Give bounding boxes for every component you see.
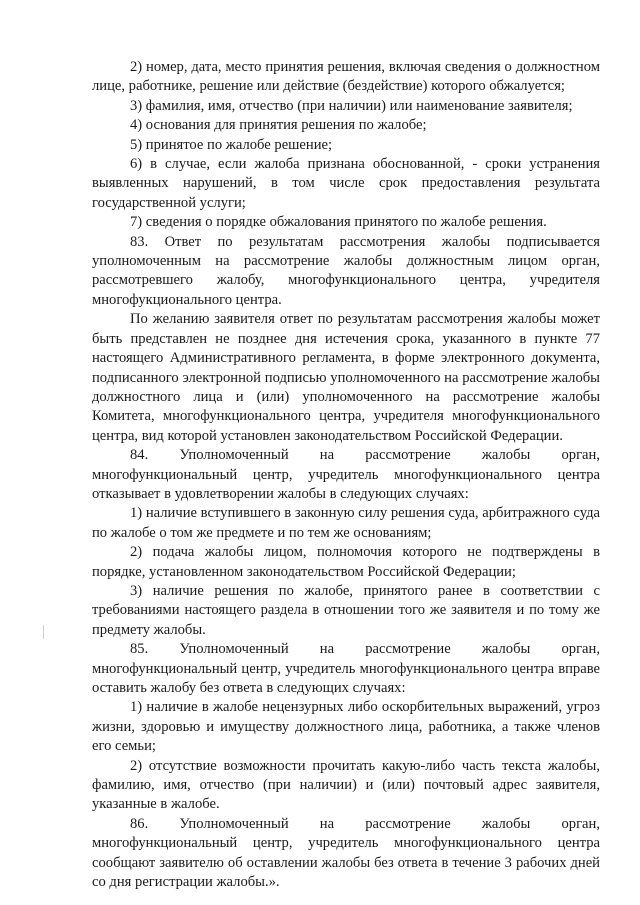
paragraph-section-84: 84. Уполномоченный на рассмотрение жалобы орган, многофункциональный центр, учредитель многофункционального центра отказывает в удовлетворении жалобы в следующих случаях: bbox=[92, 447, 600, 502]
paragraph-section-86: 86. Уполномоченный на рассмотрение жалобы орган, многофункциональный центр, учредитель многофункционального центра сообщают заявителю об оставлении жалобы без ответа в течение 3 рабочих дней со дня регистрации жалобы.». bbox=[92, 815, 600, 891]
paragraph-no-answer-2: 2) отсутствие возможности прочитать какую-либо часть текста жалобы, фамилию, имя, отчество (при наличии) и (или) почтовый адрес заявителя, указанные в жалобе. bbox=[92, 757, 600, 813]
paragraph-refusal-3: 3) наличие решения по жалобе, принятого ранее в соответствии с требованиями настоящего раздела в отношении того же заявителя и по тому же предмету жалобы. bbox=[92, 582, 600, 638]
paragraph-item-2-decision-details: 2) номер, дата, место принятия решения, включая сведения о должностном лице, работнике, решение или действие (бездействие) которого обжалуется; bbox=[92, 59, 600, 95]
paragraph-refusal-1: 1) наличие вступившего в законную силу решения суда, арбитражного суда по жалобе о том же предмете и по тем же основаниям; bbox=[92, 505, 600, 541]
paragraph-no-answer-1: 1) наличие в жалобе нецензурных либо оскорбительных выражений, угроз жизни, здоровью и имуществу должностного лица, работника, а также членов его семьи; bbox=[92, 699, 600, 755]
paragraph-item-3-applicant-name: 3) фамилия, имя, отчество (при наличии) или наименование заявителя; bbox=[130, 97, 573, 114]
paragraph-item-7-appeal-procedure: 7) сведения о порядке обжалования принятого по жалобе решения. bbox=[130, 214, 547, 231]
paragraph-refusal-2: 2) подача жалобы лицом, полномочия которого не подтверждены в порядке, установленном законодательством Российской Федерации; bbox=[92, 544, 600, 580]
paragraph-section-85: 85. Уполномоченный на рассмотрение жалобы орган, многофункциональный центр, учредитель многофункционального центра вправе оставить жалобу без ответа в следующих случаях: bbox=[92, 641, 600, 696]
paragraph-item-6-deadlines: 6) в случае, если жалоба признана обоснованной, - сроки устранения выявленных нарушений, в том числе срок предоставления результата государственной услуги; bbox=[92, 156, 600, 211]
paragraph-item-4-grounds: 4) основания для принятия решения по жалобе; bbox=[130, 117, 427, 134]
document-body bbox=[92, 58, 600, 892]
paragraph-item-5-decision: 5) принятое по жалобе решение; bbox=[130, 136, 333, 153]
paragraph-section-83: 83. Ответ по результатам рассмотрения жалобы подписывается уполномоченным на рассмотрение жалобы должностным лицом орган, рассмотревшего жалобу, многофункционального центра, учредителя многофукционального центра. bbox=[92, 233, 600, 308]
paragraph-electronic-answer: По желанию заявителя ответ по результатам рассмотрения жалобы может быть представлен не позднее дня истечения срока, указанного в пункте 77 настоящего Административного регламента, в форме электронного документа, подписанного электронной подписью уполномоченного на рассмотрение жалобы должностного лица и (или) уполномоченного на рассмотрение жалобы Комитета, многофункционального центра, учредителя многофункционального центра, вид которой установлен законодательством Российской Федерации. bbox=[92, 311, 600, 444]
margin-mark bbox=[43, 625, 44, 639]
